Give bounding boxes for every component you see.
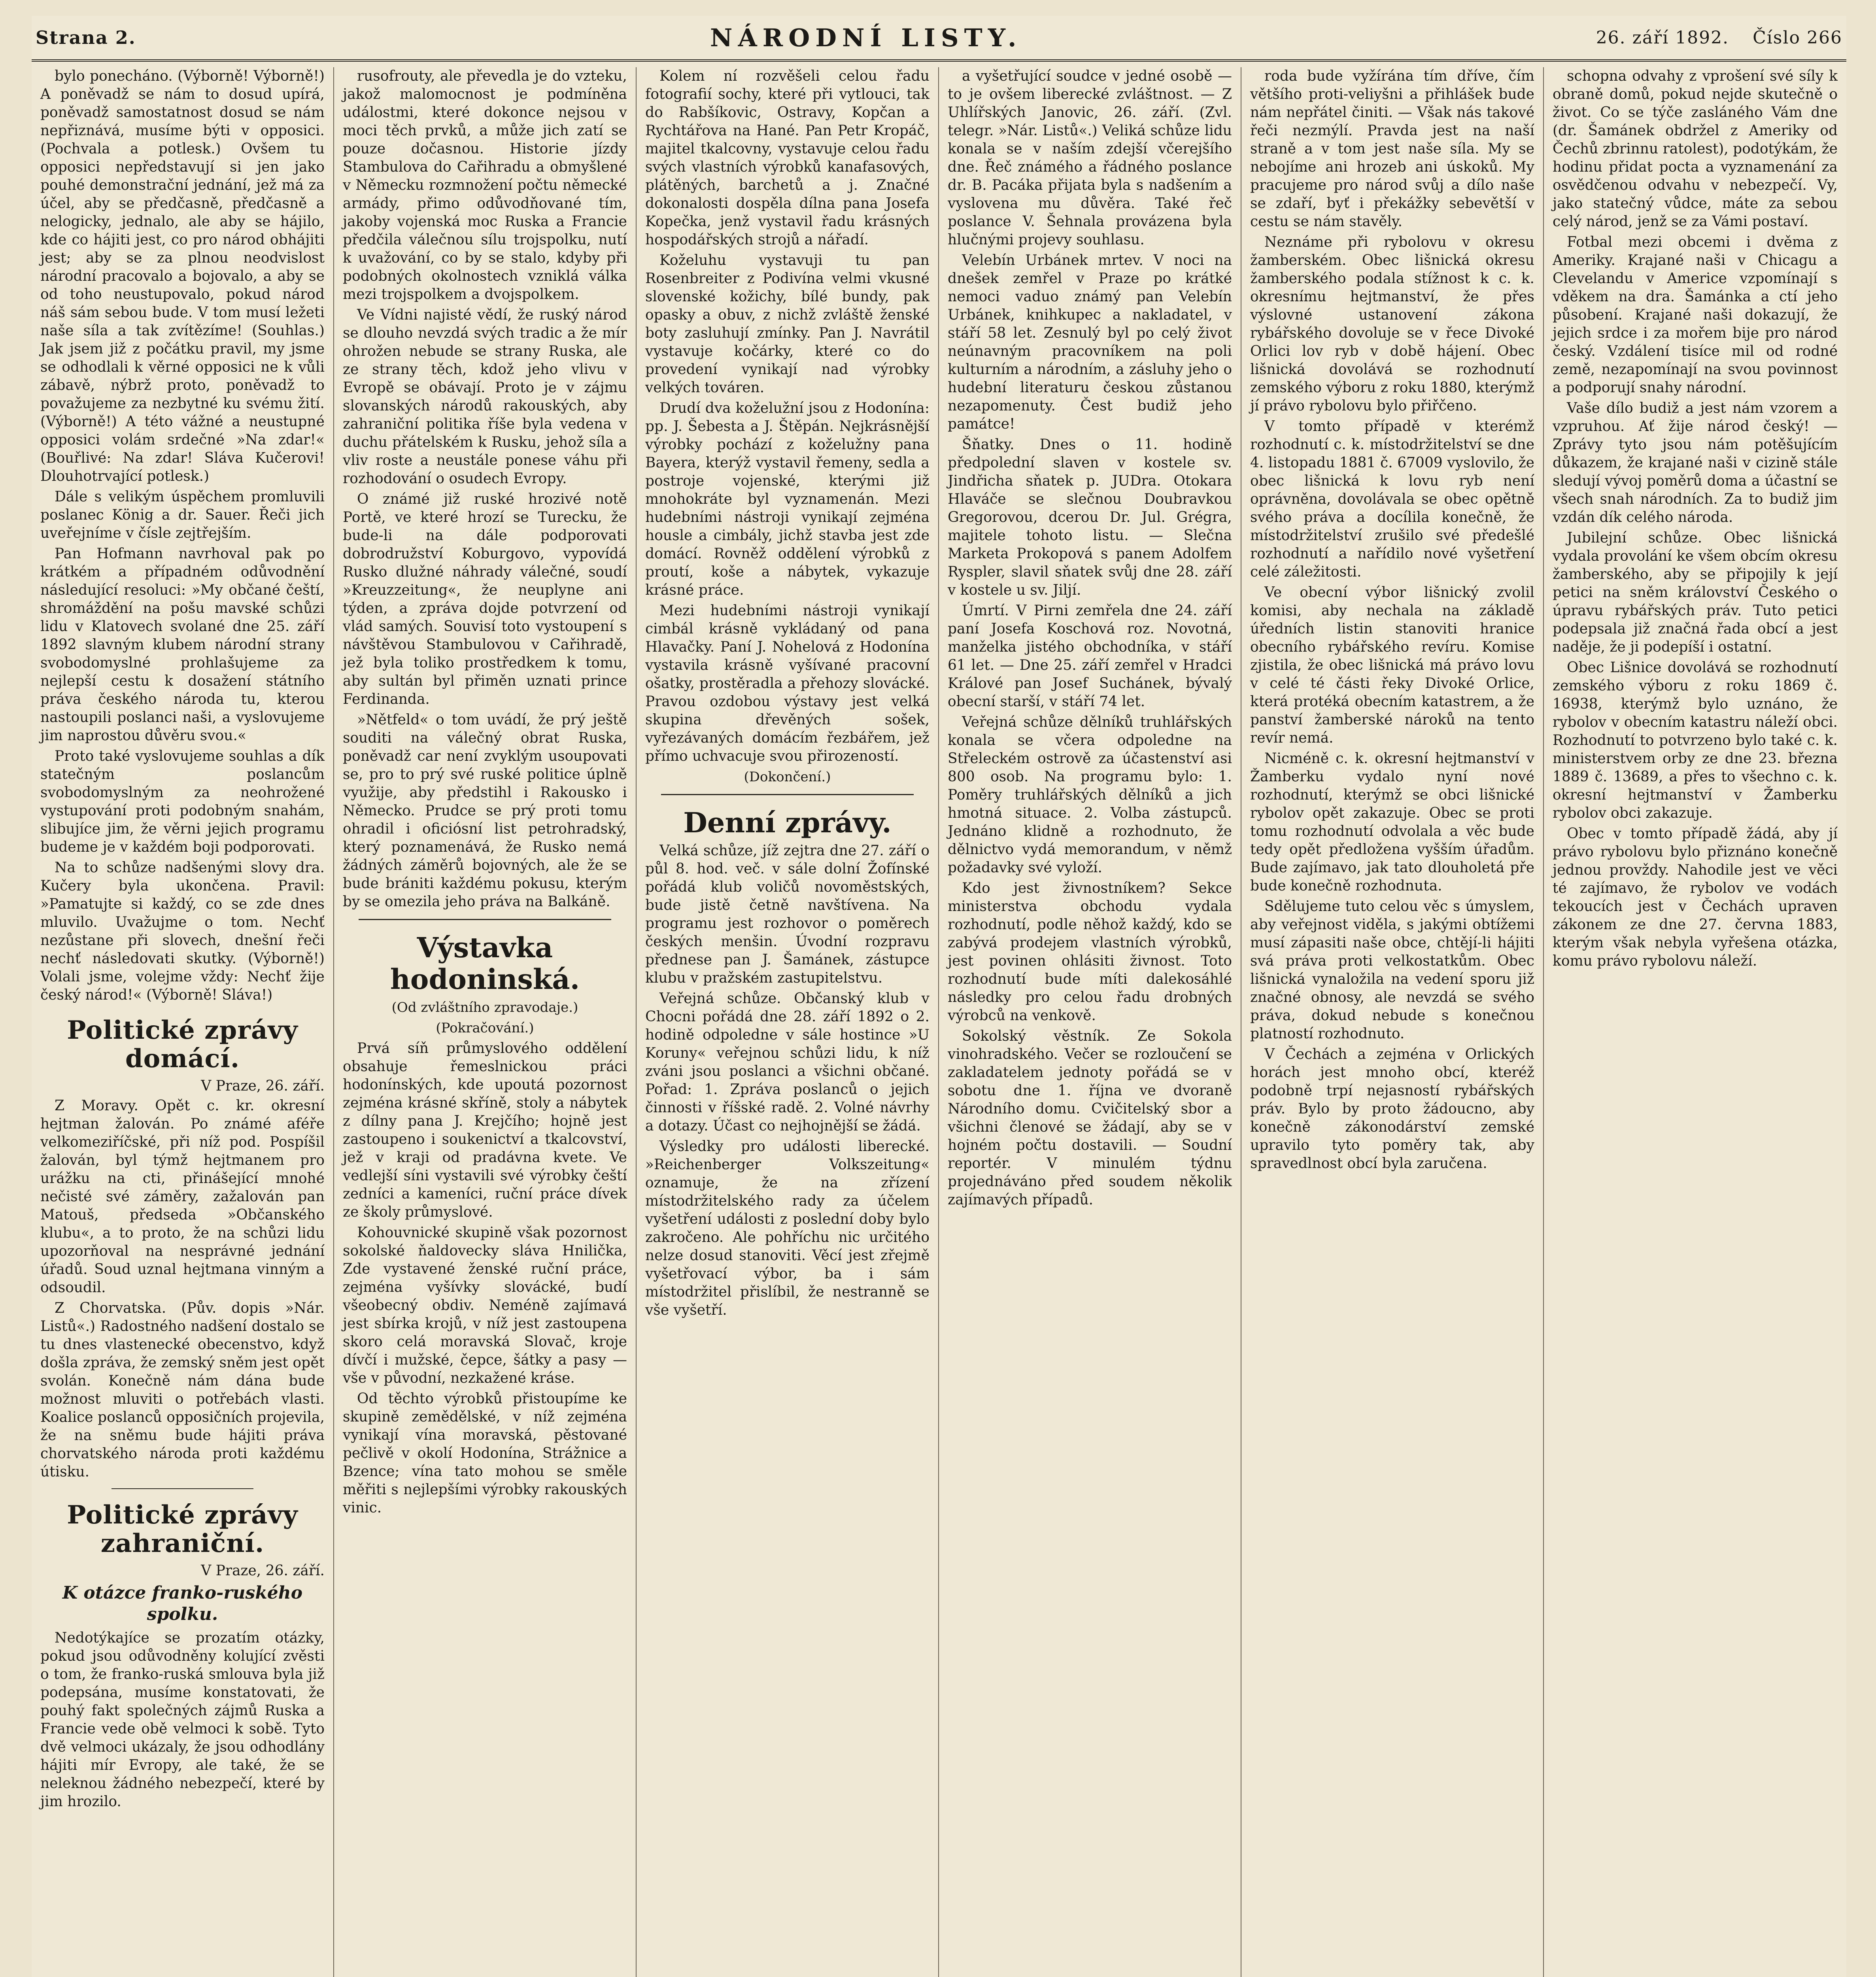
masthead xyxy=(32,16,1846,62)
paragraph: Úmrtí. V Pirni zemřela dne 24. září paní Josefa Koschová roz. Novotná, manželka jistého obchodníka, v stáří 61 let. — Dne 25. září zemřel v Hradci Králové pan Josef Suchánek, bývalý obecní starší, v stáří 74 let. xyxy=(948,603,1232,710)
paragraph: bylo ponecháno. (Výborně! Výborně!) A poněvadž se nám to dosud upírá, poněvadž samostatnost dosud se nám nepřiznává, musíme býti v opposici. (Pochvala a potlesk.) Ovšem tu opposici nepředstavují si jen jako pouhé demonstrační jednání, jež má za účel, aby se předčasně, předčasně a nelogicky, jednalo, ale aby se hájilo, kde co hájiti jest, co pro národ obhájiti jest; aby se za plnou neodvislost národní pracovalo a bojovalo, a aby se od toho neustupovalo, pokud národ náš sám sebou bude. V tom musí ležeti naše síla a tak zvítězíme! (Souhlas.) Jak jsem již z počátku pravil, my jsme se odhodlali k věrné opposici ne k vůli zábavě, nýbrž proto, poněvadž to považujeme za nezbytné ku svému žití. (Výborně!) A této vážné a neustupné opposici volám srdečné »Na zdar!« (Bouřlivé: Na zdar! Sláva Kučerovi! Dlouhotrvající potlesk.) xyxy=(40,68,325,484)
paragraph: Nedotýkajíce se prozatím otázky, pokud jsou odůvodněny kolující zvěsti o tom, že franko-ruská smlouva byla již podepsána, musíme konstatovati, že pouhý fakt společných zájmů Ruska a Francie vede obě velmoci k sobě. Tyto dvě velmoci ukázaly, že jsou odhodlány hájiti mír Evropy, ale také, že se neleknou žádného nebezpečí, které by jim hrozilo. xyxy=(40,1630,325,1810)
column-5 xyxy=(1241,67,1544,1977)
paragraph: Ve Vídni najisté vědí, že ruský národ se dlouho nevzdá svých tradic a že mír ohrožen nebude se strany Ruska, ale ze strany těch, kdož jeho vlivu v Evropě se obávají. Proto je v zájmu slovanských národů rakouských, aby zahraniční politika říše byla vedena v duchu přátelském k Rusku, jehož síla a vliv roste a neustále ponese váhu při rozhodování o osudech Evropy. xyxy=(343,307,627,487)
paragraph: rusofrouty, ale převedla je do vzteku, jakož malomocnost je podmíněna událostmi, které dokonce nejsou v moci těch prvků, a může jich zatí se pouze dočasnou. Historie jízdy Stambulova do Cařihradu a obmyšlené v Německu rozmnožení počtu německé armády, přimo odůvodňované tím, jakoby vojenská moc Ruska a Francie předčila válečnou sílu trojspolku, nutí k uvažování, co by se stalo, kdyby při podobných okolnostech vzniklá válka mezi trojspolkem a dvojspolkem. xyxy=(343,68,627,302)
paragraph: Dále s velikým úspěchem promluvili poslanec König a dr. Sauer. Řeči jich uveřejníme v čísle zejtřejším. xyxy=(40,489,325,541)
column-1 xyxy=(32,67,334,1977)
divider xyxy=(111,1488,253,1489)
paragraph: Sokolský věstník. Ze Sokola vinohradského. Večer se rozloučení se zakladatelem jednoty pořádá se v sobotu dne 1. října ve dvoraně Národního domu. Cvičitelský sbor a všichni členové se žádají, aby se v hojném počtu dostavili. — Soudní reportér. V minulém týdnu projednáváno před soudem několik zajímavých případů. xyxy=(948,1028,1232,1208)
newspaper-page xyxy=(32,16,1846,1977)
paragraph: Veřejná schůze. Občanský klub v Chocni pořádá dne 28. září 1892 o 2. hodině odpoledne v sále hostince »U Koruny« veřejnou schůzi lidu, k níž zváni jsou poslanci a všichni občané. Pořad: 1. Zpráva poslanců o jejich činnosti v říšské radě. 2. Volné návrhy a dotazy. Účast co nejhojnější se žádá. xyxy=(645,990,929,1134)
dateline: V Praze, 26. září. xyxy=(201,1563,325,1579)
paragraph: Neznáme při rybolovu v okresu žamberském. Obec lišnická okresu žamberského podala stížnost k c. k. okresnímu hejtmanství, že přes výslovné ustanovení zákona rybářského dovoluje se v řece Divoké Orlici lov ryb v době hájení. Obec lišnická dovolává se rozhodnutí zemského výboru z roku 1880, kterýmž jí právo rybolovu bylo přiřčeno. xyxy=(1250,234,1534,414)
paragraph: Drudí dva koželužní jsou z Hodonína: pp. J. Šebesta a J. Štěpán. Nejkrásnější výrobky pochází z koželužny pana Bayera, kterýž vystavil řemeny, sedla a postroje vojenské, kterými již mnohokráte byl vyznamenán. Mezi hudebními nástroji vynikají zejména housle a cimbály, jichž stavba jest zde domácí. Rovněž oddělení výrobků z proutí, koše a nábytek, vykazuje krásné práce. xyxy=(645,400,929,598)
issue-info xyxy=(1596,28,1846,48)
paragraph: Z Chorvatska. (Pův. dopis »Nár. Listů«.) Radostného nadšení dostalo se tu dnes vlastenecké obecenstvo, když došla zpráva, že zemský sněm jest opět svolán. Konečně nám dána bude možnost mluviti o potřebách vlasti. Koalice poslanců opposičních projevila, že na sněmu bude hájiti práva chorvatského národa proti každému útisku. xyxy=(40,1300,325,1480)
paragraph: Prvá síň průmyslového oddělení obsahuje řemeslnickou práci hodonínských, kde upoutá pozornost zejména krásné skříně, stoly a nábytek z dílny pana J. Krejčího; hojně jest zastoupeno i soukenictví a tkalcovství, jež v kraji od pradávna kvete. Ve vedlejší síni vystavili své výrobky čeští zedníci a kameníci, ruční práce dívek ze školy průmyslové. xyxy=(343,1040,627,1220)
section-heading-exhibit: Výstavka hodoninská. xyxy=(390,931,580,996)
exhibit-byline: (Od zvláštního zpravodaje.) xyxy=(391,1000,578,1015)
paragraph: Od těchto výrobků přistoupíme ke skupině zemědělské, v níž zejména vynikají vína moravská, pěstované pečlivě v okolí Hodonína, Strážnice a Bzence; vína tato mohou se směle měřiti s nejlepšími výrobky rakouských vinic. xyxy=(343,1391,627,1516)
paragraph: Fotbal mezi obcemi i dvěma z Ameriky. Krajané naši v Chicagu a Clevelandu v Americe vzpomínají s vděkem na dra. Šamánka a ctí jeho působení. Krajané naši dokazují, že jejich srdce i za mořem bije pro národ český. Vzdálení tisíce mil od rodné země, nezapomínají na svou povinnost a podporují snahy národní. xyxy=(1553,234,1838,396)
paragraph: Obec v tomto případě žádá, aby jí právo rybolovu bylo přiznáno konečně jednou provždy. Nahodile jest ve věci té zajímavo, že rybolov ve vodách tekoucích jest v Čechách upraven zákonem ze dne 27. června 1883, kterým však nebyla vyřešena otázka, komu právo rybolovu náleží. xyxy=(1553,826,1838,969)
issue-date: 26. září 1892. xyxy=(1596,27,1729,48)
paragraph: V Čechách a zejména v Orlických horách jest mnoho obcí, kteréž podobně trpí nejasností rybářských práv. Bylo by proto žádoucno, aby konečně zákonodárství zemské upravilo tyto poměry tak, aby spravedlnost obcí byla zaručena. xyxy=(1250,1046,1534,1172)
paragraph: Kohouvnické skupině však pozornost sokolské ňaldovecky sláva Hnilička, Zde vystavené ženské ruční práce, zejména vyšívky slovácké, budí všeobecný obdiv. Neméně zajímavá jest sbírka krojů, v níž jest zastoupena skoro celá moravská Slovač, kroje dívčí i mužské, čepce, šátky a pasy — vše v původní, nezkažené kráse. xyxy=(343,1225,627,1386)
dateline: V Praze, 26. září. xyxy=(201,1078,325,1094)
paragraph: Proto také vyslovujeme souhlas a dík statečným poslancům svobodomyslným za neohrožené vystupování proti podobným snahám, slibujíce jim, že věrni jejich programu budeme je v každém boji podporovati. xyxy=(40,748,325,855)
paragraph: Velká schůze, jíž zejtra dne 27. září o půl 8. hod. več. v sále dolní Žofínské pořádá klub voličů novoměstských, bude jistě četně navštívena. Na programu jest rozhovor o poměrech českých menšin. Úvodní rozpravu přednese pan J. Šamánek, zástupce klubu v pražském zastupitelstvu. xyxy=(645,843,929,986)
paragraph: Obec Lišnice dovolává se rozhodnutí zemského výboru z roku 1869 č. 16938, kterýmž bylo uznáno, že rybolov v obecním katastru náleží obci. Rozhodnutí to potvrzeno bylo také c. k. ministerstvem orby ze dne 23. března 1889 č. 13689, a přes to všechno c. k. okresní hejtmanství v Žamberku rybolov obci zakazuje. xyxy=(1553,660,1838,821)
page-label: Strana 2. xyxy=(36,27,136,48)
column-2 xyxy=(334,67,637,1977)
issue-number: Číslo 266 xyxy=(1753,27,1842,48)
section-heading-daily: Denní zprávy. xyxy=(683,806,892,839)
paragraph: Veřejná schůze dělníků truhlářských konala se včera odpoledne na Střeleckém ostrově za účastenství asi 800 osob. Na programu bylo: 1. Poměry truhlářských dělníků a jich hmotná situace. 2. Volba zástupců. Jednáno klidně a rozhodnuto, že dělnictvo vydá memorandum, v němž požadavky své vyloží. xyxy=(948,714,1232,876)
paragraph: Nicméně c. k. okresní hejtmanství v Žamberku vydalo nyní nové rozhodnutí, kterýmž se obci lišnické rybolov opět zakazuje. Obec se proti tomu rozhodnutí odvolala a věc bude tedy opět předložena vyšším úřadům. Bude zajímavo, jak tato dlouholetá pře bude konečně rozhodnuta. xyxy=(1250,750,1534,894)
exhibit-end: (Dokončení.) xyxy=(744,769,831,785)
paragraph: Šňatky. Dnes o 11. hodině předpolední slaven v kostele sv. Jindřicha sňatek p. JUDra. Otokara Hlaváče se slečnou Doubravkou Gregorovou, dcerou Dr. Jul. Grégra, majitele tohoto listu. — Slečna Marketa Prokopová s panem Adolfem Ryspler, slavil sňatek svůj dne 28. září v kostele u sv. Jiljí. xyxy=(948,437,1232,598)
article-columns xyxy=(32,67,1846,1977)
paragraph: V tomto případě v kterémž rozhodnutí c. k. místodržitelství se dne 4. listopadu 1881 č. 67009 vyslovilo, že obec lišnická k lovu ryb není oprávněna, dovolávala se obec opětně svého práva a docílila konečně, že místodržitelství zrušilo své předešlé rozhodnutí a nařídilo nové vyšetření celé záležitosti. xyxy=(1250,418,1534,580)
paragraph: Koželuhu vystavuji tu pan Rosenbreiter z Podivína velmi vkusné slovenské kožichy, bílé bundy, pak opasky a obuv, z nichž zvláště ženské boty zasluhují zmínky. Pan J. Navrátil vystavuje kočárky, které co do provedení vynikají nad výrobky velkých továren. xyxy=(645,252,929,396)
paragraph: schopna odvahy z vprošení své síly k obraně domů, pokud nejde skutečně o život. Co se týče zasláného Vám dne (dr. Šamánek obdržel z Ameriky od Čechů zbrinnu ratolest), podotýkám, že hodinu přidat pocta a vyznamenání za osvědčenou odvahu v nebezpečí. Vy, jako statečný vůdce, máte za sebou celý národ, jenž se za Vámi postaví. xyxy=(1553,68,1838,230)
paragraph: O známé již ruské hrozivé notě Portě, ve které hrozí se Turecku, že bude-li na dále podporovati dobrodružství Koburgovo, vypovídá Rusko dlužné náhrady válečné, soudí »Kreuzzeitung«, že neuplyne ani týden, a zpráva dojde potvrzení od vlád samých. Souvisí toto vystoupení s návštěvou Stambulovou v Cařihradě, jež byla toliko prostředkem k tomu, aby sultán byl přiměn uznati prince Ferdinanda. xyxy=(343,491,627,707)
paragraph: Mezi hudebními nástroji vynikají cimbál krásně vykládaný od pana Hlavačky. Paní J. Nohelová z Hodonína vystavila krásně vyšívané pracovní ošatky, prostěradla a přehozy slovácké. Pravou ozdobou výstavy jest velká skupina dřevěných sošek, vyřezávaných domácím řezbářem, jež přímo uchvacuje svou přirozeností. xyxy=(645,603,929,764)
column-6 xyxy=(1544,67,1846,1977)
exhibit-continued: (Pokračování.) xyxy=(436,1020,534,1036)
paragraph: roda bude vyžírána tím dříve, čím většího proti-veliyšni a přihlášek bude nám nepřátel činiti. — Však nás takové řeči nezmýlí. Pravda jest na naší straně a v tom jest naše síla. My se nebojíme ani hrozeb ani úskoků. My pracujeme pro národ svůj a dílo naše se zdaří, byť i překážky sebevětší v cestu se nám stavěly. xyxy=(1250,68,1534,230)
section-heading-foreign: Politické zprávy zahraniční. xyxy=(67,1500,298,1558)
paragraph: Ve obecní výbor lišnický zvolil komisi, aby nechala na základě úředních listin stanoviti hranice obecního rybářského revíru. Komise zjistila, že obec lišnická má právo lovu v celé té části řeky Divoké Orlice, která protéká obecním katastrem, a že panství žamberské nároků na tento revír nemá. xyxy=(1250,584,1534,746)
paragraph: Pan Hofmann navrhoval pak po krátkém a případném odůvodnění následující resoluci: »My občané čeští, shromáždění na pošu mavské schůzi lidu v Klatovech svolané dne 25. září 1892 slavným klubem národní strany svobodomyslné prohlašujeme za nejlepší cestu k dosažení státního práva českého národa tu, kterou nastoupili poslanci naši, a vyslovujeme jim naprostou důvěru svou.« xyxy=(40,546,325,744)
column-4 xyxy=(939,67,1241,1977)
divider xyxy=(661,794,914,795)
divider xyxy=(359,919,611,920)
paragraph: Vaše dílo budiž a jest nám vzorem a vzpruhou. Ať žije národ český! — Zprávy tyto jsou nám potěšujícím důkazem, že krajané naši v cizině stále sledují vývoj poměrů doma a účastní se všech snah národních. Za to budiž jim vzdán dík celého národa. xyxy=(1553,400,1838,525)
paragraph: Kdo jest živnostníkem? Sekce ministerstva obchodu vydala rozhodnutí, podle něhož každý, kdo se zabývá prodejem vlastních výrobků, jest povinen ohlásiti živnost. Toto rozhodnutí bude míti dalekosáhlé následky pro celou řadu drobných výrobců na venkově. xyxy=(948,880,1232,1024)
newspaper-title: NÁRODNÍ LISTY. xyxy=(710,23,1022,52)
section-heading-domestic: Politické zprávy domácí. xyxy=(67,1015,298,1074)
paragraph: Na to schůze nadšenými slovy dra. Kučery byla ukončena. Pravil: »Pamatujte si každý, co se zde dnes mluvilo. Uvažujme o tom. Nechť nezůstane při slovech, dnešní řeči nechť následovati skutky. (Výborně!) Volali jsme, volejme vždy: Nechť žije český národ!« (Výborně! Sláva!) xyxy=(40,860,325,1003)
paragraph: Kolem ní rozvěšeli celou řadu fotografií sochy, které při vytlouci, tak do Rabšíkovic, Ostravy, Kopčan a Rychtářova na Hané. Pan Petr Kropáč, majitel tkalcovny, vystavuje celou řadu svých vlastních výrobků kanafasových, plátěných, barchetů a j. Značné dokonalosti dospěla dílna pana Josefa Kopečka, jenž vystavil řadu krásných hospodářských strojů a nářadí. xyxy=(645,68,929,248)
article-subhead: K otázce franko-ruského spolku. xyxy=(62,1583,303,1624)
paragraph: Sdělujeme tuto celou věc s úmyslem, aby veřejnost viděla, s jakými obtížemi musí zápasiti naše obce, chtějí-li hájiti svá práva proti velkostatkům. Obec lišnická vynaložila na vedení sporu již značné obnosy, ale nevzdá se svého práva, dokud nebude s konečnou platností rozhodnuto. xyxy=(1250,898,1534,1042)
column-3 xyxy=(637,67,939,1977)
paragraph: Výsledky pro události liberecké. »Reichenberger Volkszeitung« oznamuje, že na zřízení místodržitelského rady za účelem vyšetření události z poslední doby bylo zakročeno. Ale pohříchu nic určitého nelze dosud stanoviti. Věcí jest zřejmě vyšetřovací výbor, ba i sám místodržitel přislíbil, že nestranně se vše vyšetří. xyxy=(645,1138,929,1318)
paragraph: Jubilejní schůze. Obec lišnická vydala provolání ke všem obcím okresu žamberského, aby se připojily k její petici na sněm království Českého o úpravu rybářských práv. Tuto petici podepsala již značná řada obcí a jest naděje, že ji podepíší i ostatní. xyxy=(1553,530,1838,655)
paragraph: »Nětfeld« o tom uvádí, že prý ještě souditi na válečný obrat Ruska, poněvadž car není zvyklým usoupovati se, pro to prý své ruské politice úplně využije, aby předstihl i Rakousko i Německo. Prudce se prý proti tomu ohradil i oficiósní list petrohradský, který poznamenává, že Rusko nemá žádných záměrů bojovných, ale že se bude brániti každému pokusu, kterým by se omezila jeho práva na Balkáně. xyxy=(343,712,627,910)
paragraph: Velebín Urbánek mrtev. V noci na dnešek zemřel v Praze po krátké nemoci vaduo známý pan Velebín Urbánek, knihkupec a nakladatel, v stáří 58 let. Zesnulý byl po celý život neúnavným pracovníkem na poli kulturním a národním, a zásluhy jeho o hudební literaturu českou zůstanou nezapomenuty. Čest budiž jeho památce! xyxy=(948,252,1232,432)
paragraph: a vyšetřující soudce v jedné osobě — to je ovšem liberecké zvláštnost. — Z Uhlířských Janovic, 26. září. (Zvl. telegr. »Nár. Listů«.) Veliká schůze lidu konala se v naším zdejší včerejšího dne. Řeč známého a řádného poslance dr. B. Pacáka přijata byla s nadšením a vyslovena mu důvěra. Také řeč poslance V. Šehnala provázena byla hlučnými projevy souhlasu. xyxy=(948,68,1232,248)
paragraph: Z Moravy. Opět c. kr. okresní hejtman žalován. Po známé aféře velkomeziříčské, při níž pod. Pospíšil žalován, byl týmž hejtmanem pro urážku na cti, přinášející mnohé nečisté své záměry, zažalován pan Matouš, předseda »Občanského klubu«, a to proto, že na schůzi lidu upozorňoval na nesprávné jednání úřadů. Soud uznal hejtmana vinným a odsoudil. xyxy=(40,1098,325,1296)
